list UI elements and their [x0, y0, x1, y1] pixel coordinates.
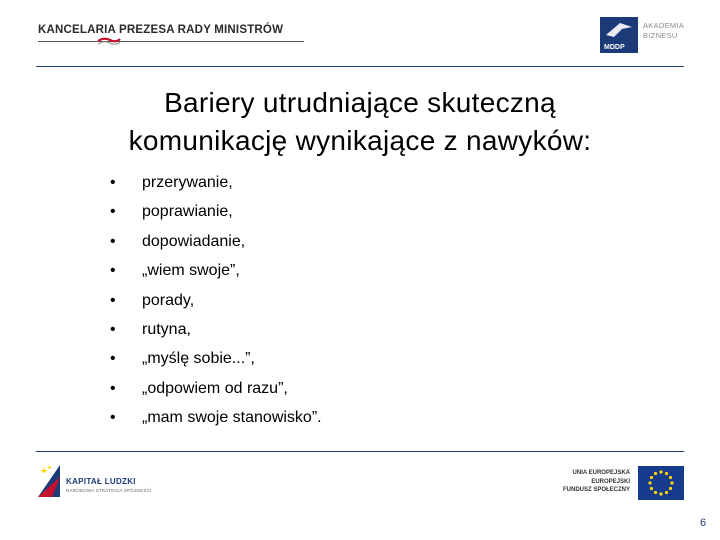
kprm-logo [38, 24, 308, 54]
bullet-icon: • [110, 320, 116, 338]
bullet-text: poprawianie, [142, 203, 233, 221]
kprm-logo-text: KANCELARIA PREZESA RADY MINISTRÓW [38, 24, 284, 36]
kprm-logo-underline [38, 41, 304, 42]
slide-title-line2: komunikację wynikające z nawyków: [128, 125, 592, 156]
eu-text-line3: FUNDUSZ SPOŁECZNY [562, 487, 630, 493]
akademia-text-line2: BIZNESU [643, 31, 678, 40]
eu-flag-icon [638, 466, 684, 500]
bullet-item [110, 344, 322, 373]
eu-text-line2: EUROPEJSKI [591, 478, 630, 485]
bullet-icon: • [110, 350, 116, 368]
eu-efs-logo [560, 466, 688, 502]
bottom-divider [36, 451, 684, 452]
eu-text-line1: UNIA EUROPEJSKA [572, 470, 630, 476]
mddp-badge [600, 17, 638, 53]
slide-title-line1: Bariery utrudniające skuteczną [164, 87, 556, 118]
bullet-item [110, 168, 322, 197]
bullet-item [110, 197, 322, 226]
bullet-icon: • [110, 379, 116, 397]
bullet-icon: • [110, 291, 116, 309]
bullet-text: rutyna, [142, 320, 191, 338]
bullet-item [110, 256, 322, 285]
page-number: 6 [700, 517, 707, 529]
bullet-icon: • [110, 174, 116, 191]
bullet-text: przerywanie, [142, 174, 233, 191]
eu-efs-text [560, 469, 630, 495]
kapital-ludzki-logo [36, 463, 176, 503]
bullet-text: „wiem swoje”, [142, 262, 240, 280]
bullet-icon: • [110, 203, 116, 221]
kapital-ludzki-mark-icon [36, 463, 62, 499]
bullet-item [110, 227, 322, 256]
bullet-text: „odpowiem od razu”, [142, 379, 288, 397]
bullet-item [110, 403, 322, 432]
bullet-text: „mam swoje stanowisko”. [142, 409, 322, 427]
polish-flag-icon [96, 36, 122, 50]
bullet-text: dopowiadanie, [142, 232, 246, 250]
akademia-biznesu-logo [600, 17, 690, 55]
kapital-ludzki-subtitle: NARODOWA STRATEGIA SPÓJNOŚCI [66, 488, 152, 493]
bullet-text: porady, [142, 291, 195, 309]
bullet-icon: • [110, 262, 116, 280]
slide-title [40, 84, 680, 160]
kapital-ludzki-title: KAPITAŁ LUDZKI [66, 477, 136, 486]
bullet-icon: • [110, 409, 116, 427]
bullet-item [110, 315, 322, 344]
top-divider [36, 66, 684, 67]
mddp-badge-text: MDDP [604, 44, 625, 51]
bullet-list [110, 168, 322, 433]
bullet-text: „myślę sobie...”, [142, 350, 255, 368]
bullet-item [110, 374, 322, 403]
akademia-text-line1: AKADEMIA [643, 21, 685, 30]
bird-icon [600, 17, 638, 41]
bullet-item [110, 286, 322, 315]
akademia-text [643, 21, 684, 41]
bullet-icon: • [110, 232, 116, 250]
